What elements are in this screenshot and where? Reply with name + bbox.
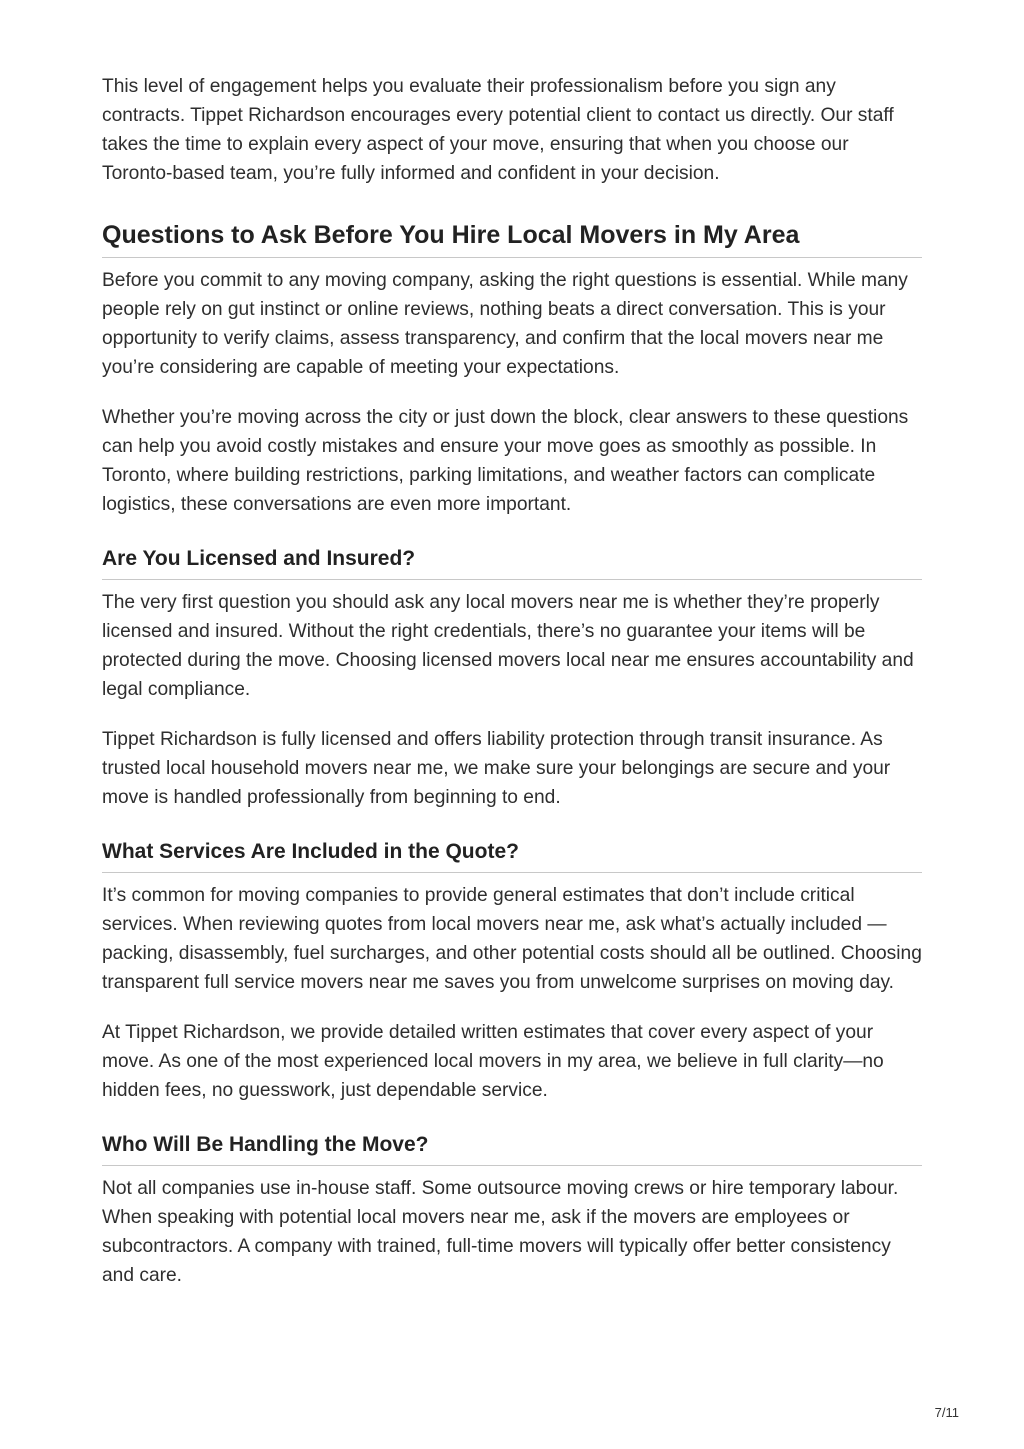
- subsection-services-paragraph-2: At Tippet Richardson, we provide detailed written estimates that cover every aspect of your move. As one of the most experienced local movers in my area, we believe in full clarity—no hidden fees, no guesswork, just dependable service.: [102, 1022, 884, 1101]
- subsection-handling-paragraph-1: Not all companies use in-house staff. Some outsource moving crews or hire temporary labour. When speaking with potential local movers near me, ask if the movers are employees or subcontractors. A company with trained, full-time movers will typically offer better consistency and care.: [102, 1178, 899, 1286]
- subsection-licensed-paragraph-1: The very first question you should ask any local movers near me is whether they’re properly licensed and insured. Without the right credentials, there’s no guarantee your items will be protected during the move. Choosing licensed movers local near me ensures accountability and legal compliance.: [102, 592, 914, 700]
- intro-paragraph: This level of engagement helps you evaluate their professionalism before you sign any contracts. Tippet Richardson encourages every potential client to contact us directly. Our staff takes the time to explain every aspect of your move, ensuring that when you choose our Toronto-based team, you’re fully informed and confident in your decision.: [102, 76, 894, 184]
- subsection-services-paragraph-1: It’s common for moving companies to provide general estimates that don’t include critical services. When reviewing quotes from local movers near me, ask what’s actually included —packing, disassembly, fuel surcharges, and other potential costs should all be outlined. Choosing transparent full service movers near me saves you from unwelcome surprises on moving day.: [102, 885, 922, 993]
- section-paragraph-1: Before you commit to any moving company, asking the right questions is essential. While many people rely on gut instinct or online reviews, nothing beats a direct conversation. This is your opportunity to verify claims, assess transparency, and confirm that the local movers near me you’re considering are capable of meeting your expectations.: [102, 270, 908, 378]
- page-number: 7/11: [934, 1405, 959, 1420]
- section-heading: Questions to Ask Before You Hire Local Movers in My Area: [102, 219, 922, 258]
- subsection-licensed-paragraph-2: Tippet Richardson is fully licensed and offers liability protection through transit insurance. As trusted local household movers near me, we make sure your belongings are secure and your move is handled professionally from beginning to end.: [102, 729, 891, 808]
- section-paragraph-2: Whether you’re moving across the city or just down the block, clear answers to these questions can help you avoid costly mistakes and ensure your move goes as smoothly as possible. In Toronto, where building restrictions, parking limitations, and weather factors can complicate logistics, these conversations are even more important.: [102, 407, 909, 515]
- document-page: [102, 72, 922, 1290]
- subsection-heading-services: What Services Are Included in the Quote?: [102, 838, 922, 873]
- subsection-heading-licensed: Are You Licensed and Insured?: [102, 545, 922, 580]
- subsection-heading-handling: Who Will Be Handling the Move?: [102, 1131, 922, 1166]
